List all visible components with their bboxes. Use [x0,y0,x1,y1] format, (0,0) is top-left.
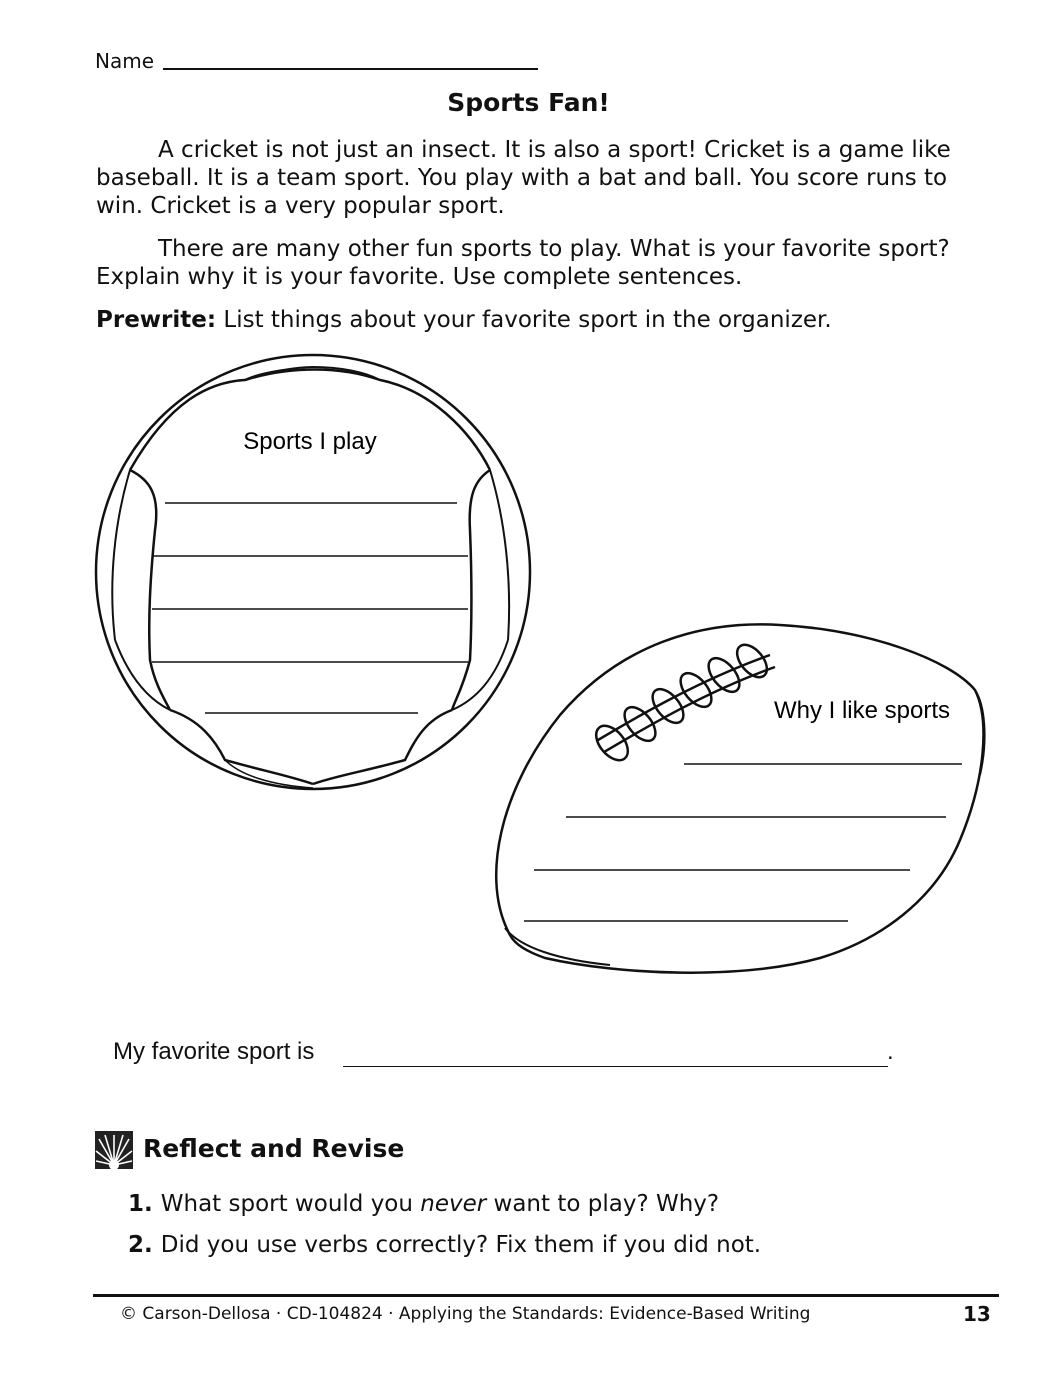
footer-credit: © Carson-Dellosa · CD-104824 · Applying the Standards: Evidence-Based Writing [120,1304,811,1324]
intro-paragraph-1: A cricket is not just an insect. It is also a sport! Cricket is a game like baseball. It is a team sport. You play with a bat and ball. You score runs to win. Cricket is a very popular sport. [96,137,951,219]
question-number: 2. [128,1232,153,1258]
reflect-question-1 [128,1191,719,1217]
footer-divider [93,1294,999,1297]
question-number: 1. [128,1191,153,1217]
page-title: Sports Fan! [447,88,610,117]
soccer-ball-icon [96,355,530,789]
favorite-sport-label: My favorite sport is [113,1038,315,1065]
intro-paragraph-2: There are many other fun sports to play. What is your favorite sport? Explain why it is your favorite. Use complete sentences. [96,236,950,290]
question-text-end: want to play? Why? [486,1191,720,1217]
favorite-sport-write-line[interactable] [343,1066,888,1067]
reflect-revise-title: Reflect and Revise [143,1134,405,1163]
name-label: Name [95,49,155,73]
reflect-question-2 [128,1232,761,1258]
football-label: Why I like sports [773,697,951,724]
football-laces-icon [590,639,775,766]
question-text: Did you use verbs correctly? Fix them if you did not. [160,1232,762,1258]
soccer-label: Sports I play [243,428,377,455]
question-emphasis: never [420,1191,487,1217]
prewrite-label: Prewrite: [96,307,217,333]
page-number: 13 [963,1302,991,1326]
question-text: What sport would you [160,1191,421,1217]
football-write-lines [524,764,962,921]
favorite-sport-period: . [887,1038,894,1065]
sunburst-icon [95,1131,133,1169]
soccer-write-lines [152,503,468,713]
prewrite-text: List things about your favorite sport in the organizer. [216,307,832,333]
